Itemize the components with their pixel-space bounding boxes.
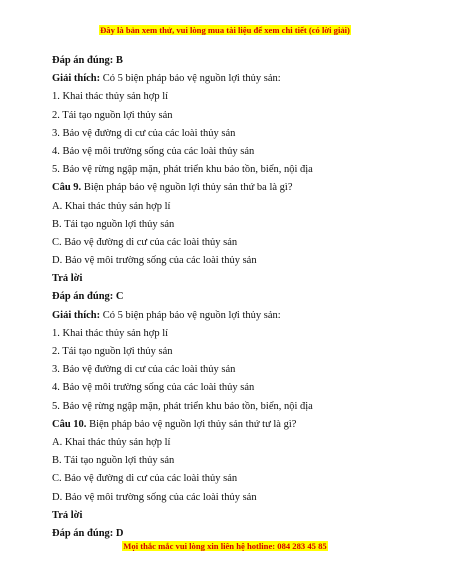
line-text: 3. Bảo vệ đường di cư của các loài thủy sản	[52, 127, 236, 139]
option-text: B. Tái tạo nguồn lợi thủy sản	[52, 218, 175, 230]
preview-notice-banner	[0, 20, 450, 38]
line-bold-text: Đáp án đúng: B	[52, 55, 123, 66]
hotline-footer-banner	[0, 536, 450, 554]
answer-option	[52, 252, 412, 270]
option-text: C. Bảo vệ đường di cư của các loài thủy sản	[52, 473, 238, 485]
line-text: 4. Bảo vệ môi trường sống của các loài thủy sản	[52, 145, 255, 157]
doc-line	[52, 161, 412, 179]
doc-line	[52, 125, 412, 143]
answer-option	[52, 198, 412, 216]
option-text: A. Khai thác thủy sản hợp lí	[52, 436, 171, 448]
line-text: 5. Bảo vệ rừng ngập mặn, phát triển khu bảo tồn, biển, nội địa	[52, 400, 313, 412]
line-bold-text: Giải thích:	[52, 309, 101, 321]
line-text: Có 5 biện pháp bảo vệ nguồn lợi thủy sản:	[100, 309, 281, 321]
line-text: 1. Khai thác thủy sản hợp lí	[52, 91, 169, 103]
question-10	[52, 416, 412, 434]
doc-line	[52, 379, 412, 397]
line-text: Có 5 biện pháp bảo vệ nguồn lợi thủy sản:	[100, 73, 281, 85]
doc-line	[52, 52, 412, 70]
doc-line	[52, 398, 412, 416]
doc-line	[52, 70, 412, 88]
line-text: 2. Tái tạo nguồn lợi thủy sản	[52, 346, 173, 357]
answer-option	[52, 489, 412, 507]
doc-line	[52, 361, 412, 379]
answer-option	[52, 234, 412, 252]
line-bold-text: Trả lời	[52, 509, 83, 521]
question-text: Biện pháp bảo vệ nguồn lợi thủy sản thứ ba là gì?	[81, 182, 293, 194]
question-number: Câu 10.	[52, 418, 87, 430]
line-bold-text: Trả lời	[52, 273, 83, 285]
question-text: Biện pháp bảo vệ nguồn lợi thủy sản thứ tư là gì?	[86, 418, 297, 430]
question-number: Câu 9.	[52, 182, 82, 194]
option-text: D. Bảo vệ môi trường sống của các loài thủy sản	[52, 255, 257, 267]
option-text: B. Tái tạo nguồn lợi thủy sản	[52, 455, 175, 467]
doc-line	[52, 325, 412, 343]
hotline-text: Mọi thắc mắc vui lòng xin liên hệ hotline: 084 283 45 85	[123, 541, 327, 551]
answer-option	[52, 434, 412, 452]
answer-heading	[52, 270, 412, 288]
answer-option	[52, 452, 412, 470]
doc-line	[52, 343, 412, 361]
line-bold-text: Đáp án đúng: C	[52, 291, 124, 303]
line-text: 3. Bảo vệ đường di cư của các loài thủy sản	[52, 364, 236, 376]
correct-answer	[52, 288, 412, 306]
question-9	[52, 179, 412, 197]
preview-notice-text: Đây là bản xem thử, vui lòng mua tài liệu để xem chi tiết (có lời giải)	[100, 25, 350, 35]
doc-line	[52, 88, 412, 106]
line-bold-text: Đáp án đúng: D	[52, 527, 124, 539]
line-text: 4. Bảo vệ môi trường sống của các loài thủy sản	[52, 382, 255, 394]
doc-line	[52, 107, 412, 125]
line-text: 1. Khai thác thủy sản hợp lí	[52, 327, 169, 339]
option-text: D. Bảo vệ môi trường sống của các loài thủy sản	[52, 491, 257, 503]
line-text: 5. Bảo vệ rừng ngập mặn, phát triển khu bảo tồn, biển, nội địa	[52, 164, 313, 176]
document-body	[52, 52, 412, 543]
line-text: 2. Tái tạo nguồn lợi thủy sản	[52, 109, 173, 121]
doc-line	[52, 143, 412, 161]
answer-option	[52, 470, 412, 488]
line-bold-text: Giải thích:	[52, 73, 101, 85]
answer-option	[52, 216, 412, 234]
answer-heading	[52, 507, 412, 525]
option-text: C. Bảo vệ đường di cư của các loài thủy sản	[52, 236, 238, 248]
doc-line	[52, 307, 412, 325]
option-text: A. Khai thác thủy sản hợp lí	[52, 200, 171, 212]
